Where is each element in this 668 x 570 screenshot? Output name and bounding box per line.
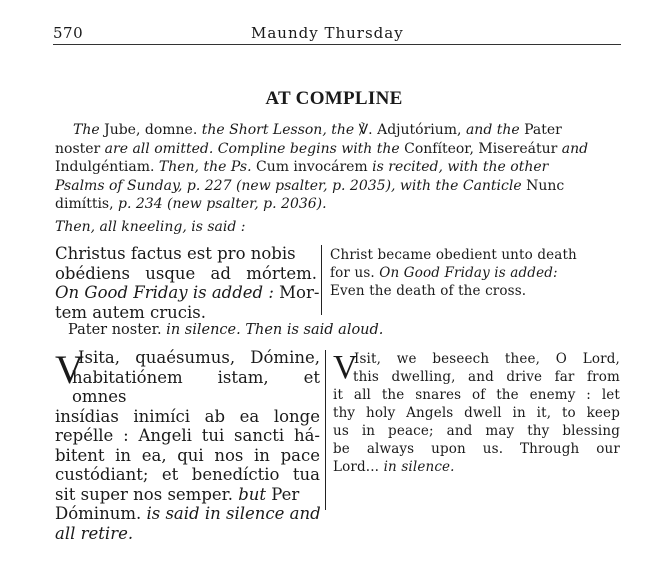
rubric-text: and bbox=[557, 140, 589, 157]
english-line: be always upon us. Through our bbox=[333, 441, 620, 457]
rubric-line bbox=[55, 121, 621, 140]
latin-line: Isita, quaésumus, Dómine, bbox=[78, 348, 320, 367]
rubric-text: p. 234 (new psalter, p. 2036). bbox=[113, 196, 327, 212]
rubric-text: The bbox=[73, 122, 100, 138]
latin-rubric: is said in silence and bbox=[141, 504, 321, 523]
versicle-symbol: ℣. bbox=[358, 122, 373, 138]
pater-rubric: in silence. Then is said aloud. bbox=[161, 322, 384, 338]
column-divider bbox=[325, 350, 326, 510]
rubric-text: Psalms of Sunday, p. 227 (new psalter, p. 2035), with the Canticle bbox=[55, 177, 522, 194]
english-line bbox=[333, 458, 620, 476]
english-rubric: in silence. bbox=[379, 459, 455, 475]
english-line: thy holy Angels dwell in it, to keep bbox=[333, 405, 620, 421]
rubric-text: and the bbox=[461, 122, 520, 138]
latin-text: Dóminum. bbox=[55, 504, 142, 523]
rubric-line bbox=[55, 140, 621, 159]
latin-line bbox=[55, 504, 320, 524]
latin-rubric: but bbox=[232, 484, 267, 504]
visita-english bbox=[333, 350, 620, 476]
rubric-paragraph bbox=[55, 121, 621, 214]
rubric-text: Jube, domne. bbox=[99, 122, 198, 138]
latin-line: repélle : Angeli tui sancti há- bbox=[55, 426, 320, 445]
rubric-text: noster bbox=[55, 140, 101, 157]
rubric-line bbox=[55, 177, 621, 196]
rubric-text: the Short Lesson, the bbox=[197, 122, 359, 138]
running-title: Maundy Thursday bbox=[251, 24, 404, 42]
latin-line: bitent in ea, qui nos in pace bbox=[55, 445, 320, 465]
english-rubric: On Good Friday is added: bbox=[374, 265, 558, 281]
latin-line bbox=[55, 485, 320, 505]
column-divider bbox=[321, 245, 322, 315]
rubric-text: is recited, with the other bbox=[367, 159, 549, 175]
latin-text: Mor- bbox=[273, 283, 320, 302]
latin-line: Christus factus est pro nobis bbox=[55, 244, 296, 263]
latin-line: custódiant; et benedíctio tua bbox=[55, 465, 320, 484]
latin-line: tem autem crucis. bbox=[55, 302, 207, 322]
english-line: Christ became obedient unto death bbox=[330, 247, 577, 263]
drop-cap-english: V bbox=[333, 349, 358, 386]
english-line: us in peace; and may thy blessing bbox=[333, 423, 620, 439]
latin-line: insídias inimíci ab ea longe bbox=[55, 406, 320, 426]
english-line bbox=[330, 264, 620, 282]
drop-cap-latin: V bbox=[55, 347, 84, 392]
visita-latin bbox=[55, 347, 321, 543]
header-rule bbox=[53, 44, 621, 45]
rubric-text: Cum invocárem bbox=[251, 159, 368, 175]
rubric-text: Confíteor, Misereátur bbox=[399, 140, 558, 157]
section-title: AT COMPLINE bbox=[265, 88, 403, 109]
latin-text: Per bbox=[266, 484, 300, 504]
rubric-text: dimíttis, bbox=[55, 196, 114, 212]
rubric-text: Adjutórium, bbox=[372, 122, 462, 138]
english-line: Even the death of the cross. bbox=[330, 283, 527, 299]
rubric-text: Then, the Ps. bbox=[154, 159, 252, 175]
pater-text: Pater noster. bbox=[68, 322, 162, 338]
latin-line bbox=[55, 283, 320, 303]
rubric-kneeling bbox=[55, 218, 621, 237]
rubric-text: are all omitted. Compline begins with the bbox=[100, 140, 400, 157]
page-number: 570 bbox=[53, 24, 84, 42]
latin-rubric-line: all retire. bbox=[55, 523, 134, 543]
rubric-text: Indulgéntiam. bbox=[55, 159, 155, 175]
latin-text: sit super nos semper. bbox=[55, 484, 233, 504]
christus-english bbox=[330, 246, 620, 300]
english-text: Lord... bbox=[333, 459, 380, 475]
rubric-text: Pater bbox=[519, 122, 562, 138]
christus-latin bbox=[55, 244, 320, 322]
latin-line: obédiens usque ad mórtem. bbox=[55, 263, 317, 283]
rubric-text: Then, all kneeling, is said : bbox=[55, 219, 246, 235]
english-line: Isit, we beseech thee, O Lord, bbox=[354, 351, 620, 367]
running-head bbox=[53, 24, 633, 46]
pater-noster-line bbox=[68, 321, 383, 339]
latin-rubric: On Good Friday is added : bbox=[55, 283, 274, 302]
english-line: this dwelling, and drive far from bbox=[353, 369, 620, 385]
rubric-line bbox=[55, 195, 621, 214]
rubric-text: Nunc bbox=[521, 177, 565, 194]
rubric-line bbox=[55, 158, 621, 177]
english-text: for us. bbox=[330, 265, 375, 281]
english-line: it all the snares of the enemy : let bbox=[333, 387, 620, 403]
latin-line: habitatiónem istam, et omnes bbox=[72, 367, 320, 406]
